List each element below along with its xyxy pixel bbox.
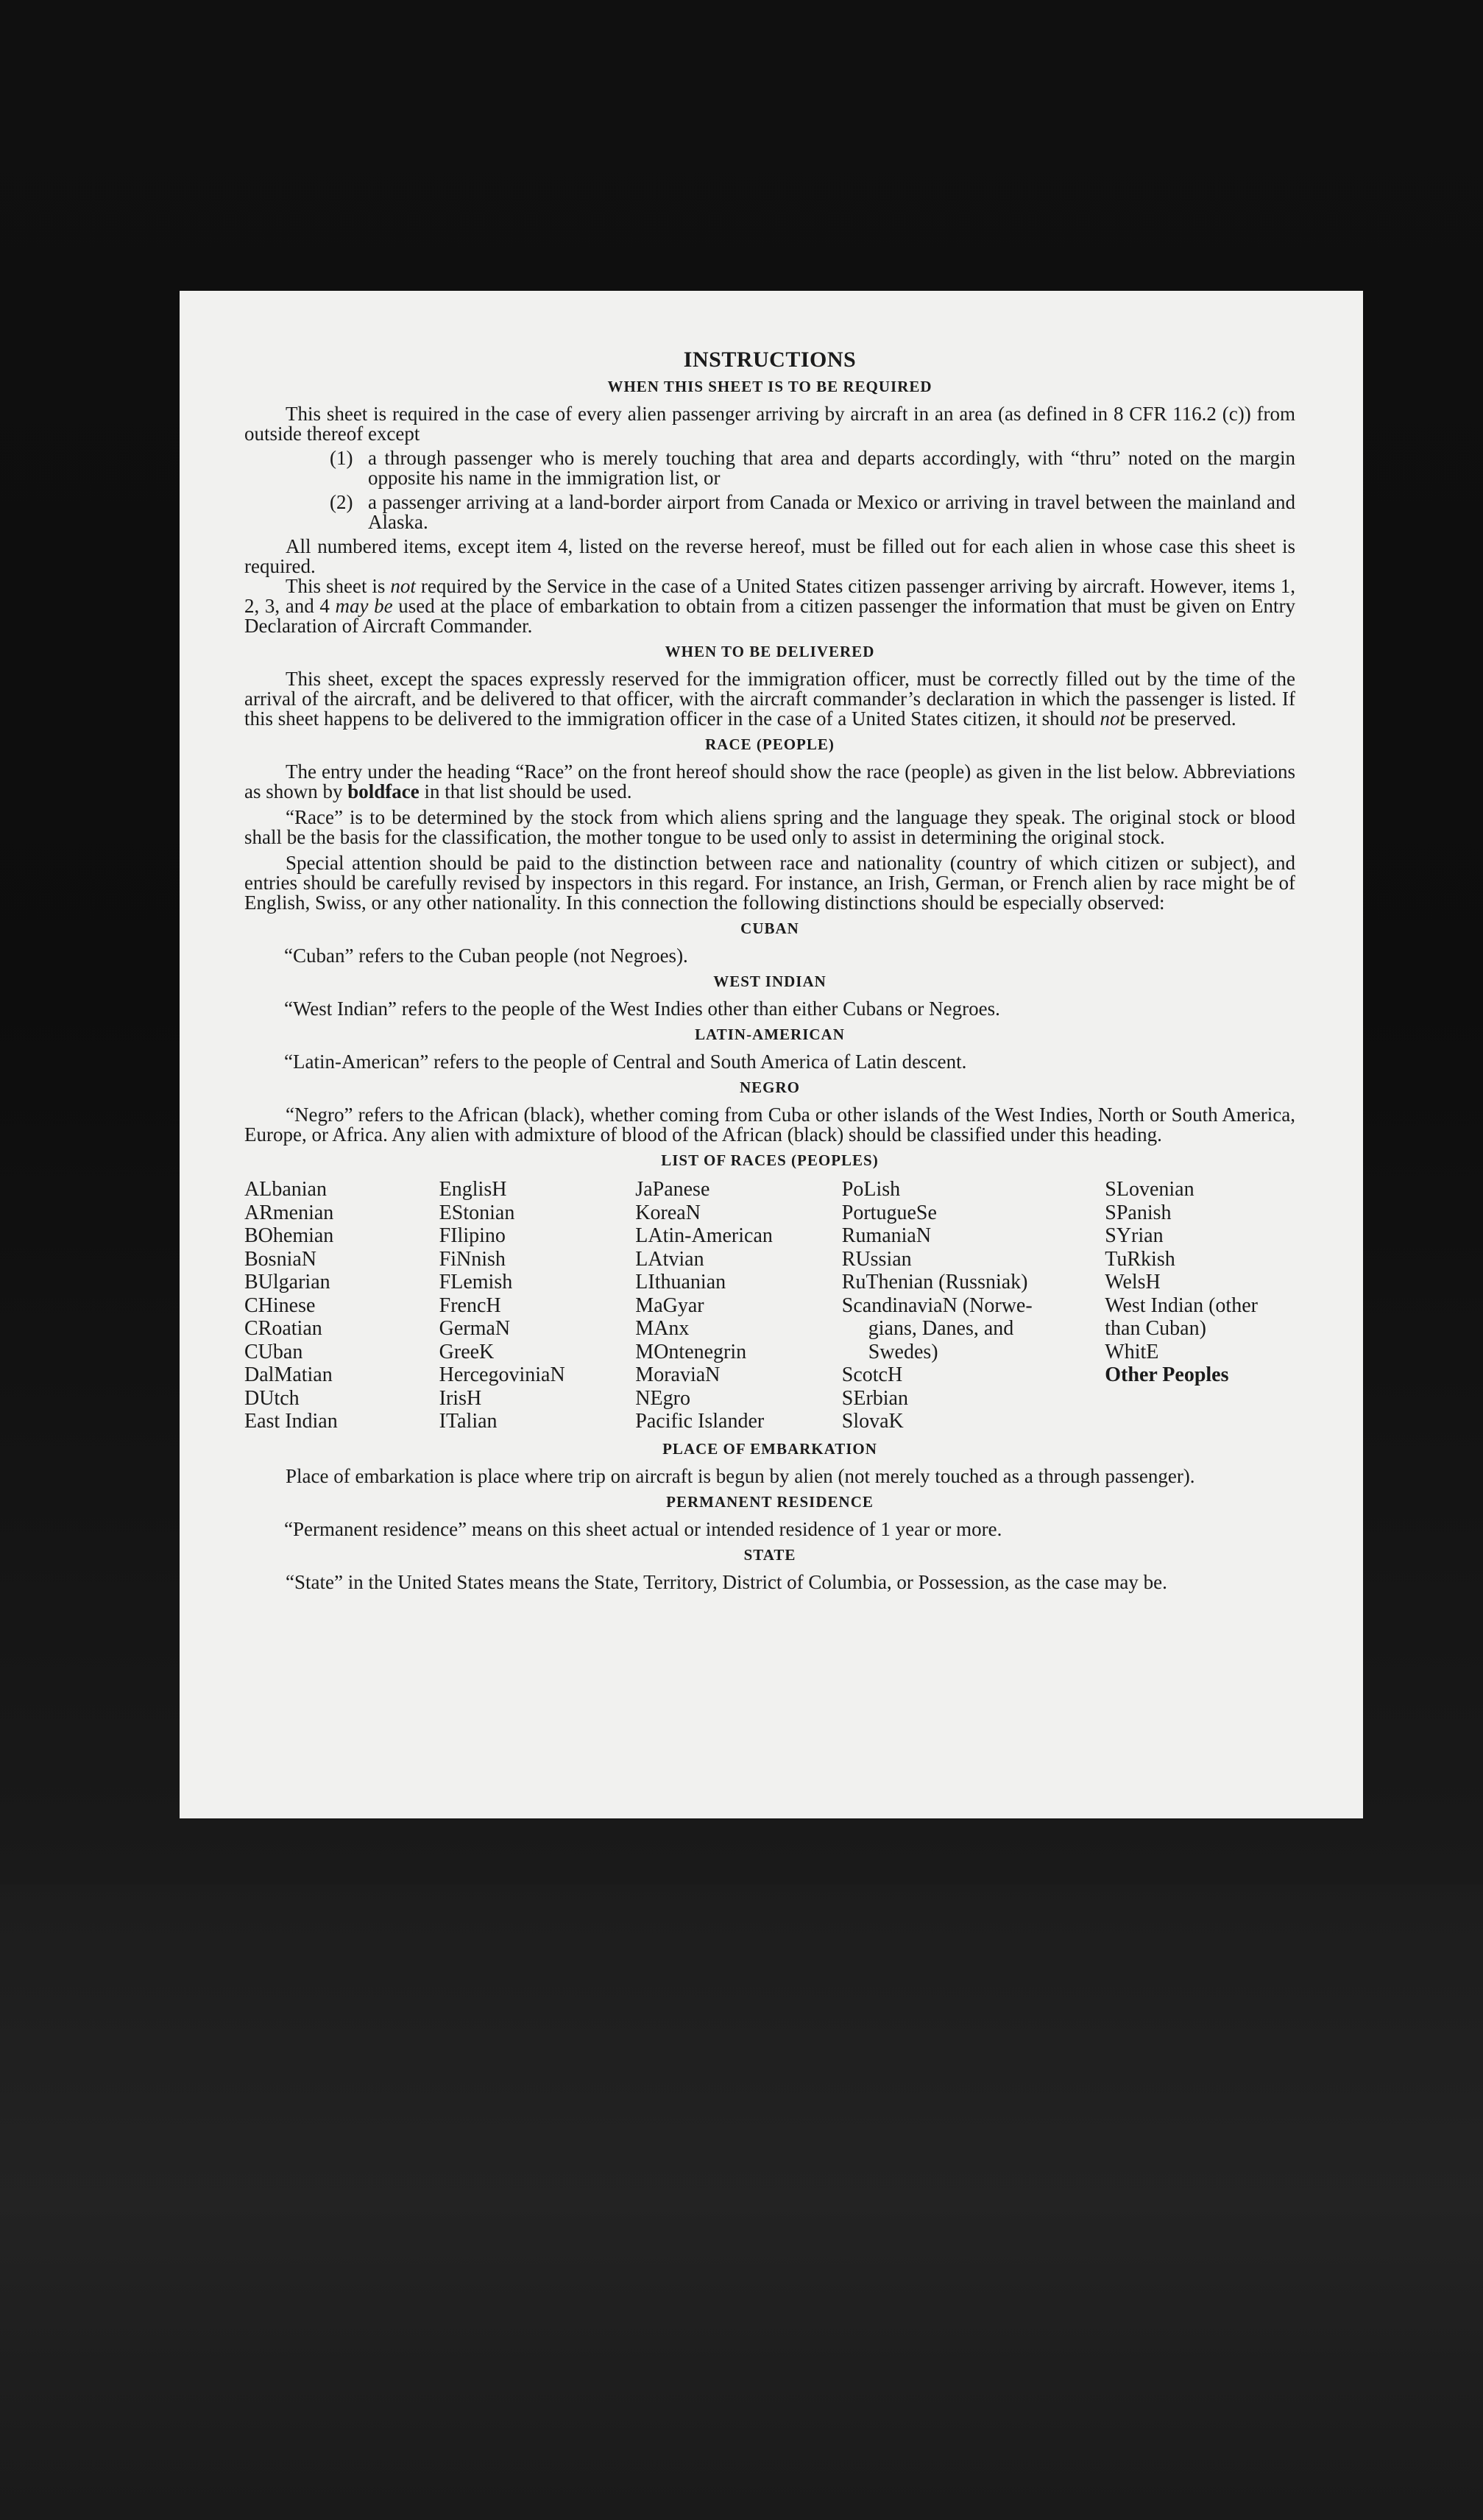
race-entry: EnglisH xyxy=(439,1178,507,1201)
race-entry: RUssian xyxy=(841,1247,912,1271)
race-entry: gians, Danes, and xyxy=(868,1317,1014,1340)
race-entry: FIlipino xyxy=(439,1224,506,1247)
race-entry: East Indian xyxy=(244,1410,338,1433)
races-column-4 xyxy=(842,1178,1105,1433)
races-column-3 xyxy=(635,1178,841,1433)
race-entry: PortugueSe xyxy=(841,1201,937,1224)
race-paragraph-2: “Race” is to be determined by the stock from which aliens spring and the language they speak. The original stock or blood shall be the basis for the classification, the mother tongue to be used only to assist in determining the original stock. xyxy=(244,806,1295,848)
race-entry: JaPanese xyxy=(635,1178,710,1201)
delivered-paragraph: This sheet, except the spaces expressly reserved for the immigration officer, must be correctly filled out by the time of the arrival of the aircraft, and be delivered to that officer, with the aircraft commander’s declaration in which the passenger is listed. If this sheet happens to be delivered to the immigration officer in the case of a United States citizen, it should not be preserved. xyxy=(244,668,1295,730)
heading-west-indian: WEST INDIAN xyxy=(713,973,827,990)
heading-when-required: WHEN THIS SHEET IS TO BE REQUIRED xyxy=(607,378,932,395)
race-entry: Pacific Islander xyxy=(635,1410,765,1433)
race-entry: ALbanian xyxy=(244,1178,327,1201)
race-entry: EStonian xyxy=(439,1201,515,1224)
heading-list-of-races: LIST OF RACES (PEOPLES) xyxy=(661,1151,879,1169)
heading-embarkation: PLACE OF EMBARKATION xyxy=(662,1439,877,1458)
race-entry: SErbian xyxy=(841,1386,908,1410)
race-entry: GreeK xyxy=(439,1340,495,1363)
numbered-items-paragraph: All numbered items, except item 4, listed on the reverse hereof, must be filled out for each alien in whose case this sheet is required. xyxy=(244,535,1295,577)
race-entry: than Cuban) xyxy=(1105,1317,1206,1340)
race-entry: IrisH xyxy=(439,1386,482,1410)
race-entry: CRoatian xyxy=(244,1317,322,1340)
heading-when-delivered: WHEN TO BE DELIVERED xyxy=(665,643,875,660)
exception-item-2 xyxy=(330,493,1295,532)
race-entry: FrencH xyxy=(439,1293,501,1317)
item-number: (2) xyxy=(330,491,353,513)
race-entry: MaGyar xyxy=(635,1293,704,1317)
emphasis-not: not xyxy=(390,575,416,597)
embarkation-definition: Place of embarkation is place where trip on aircraft is begun by alien (not merely touched as a through passenger). xyxy=(286,1464,1195,1487)
heading-negro: NEGRO xyxy=(739,1079,800,1096)
cuban-definition: “Cuban” refers to the Cuban people (not Negroes). xyxy=(284,945,688,967)
race-entry: LIthuanian xyxy=(635,1271,726,1293)
heading-race: RACE (PEOPLE) xyxy=(705,735,835,753)
race-entry: FiNnish xyxy=(439,1247,506,1271)
races-column-2 xyxy=(439,1178,636,1433)
race-paragraph-3: Special attention should be paid to the distinction between race and nationality (country of which citizen or subject), and entries should be carefully revised by inspectors in this regard. For instance, an Irish, German, or French alien by race might be of English, Swiss, or any other nationality. In this connection the following distinctions should be especially observed: xyxy=(244,852,1295,914)
exception-item-1 xyxy=(330,448,1295,488)
race-entry: CUban xyxy=(244,1340,303,1363)
race-entry: SYrian xyxy=(1105,1224,1164,1247)
race-paragraph-1: The entry under the heading “Race” on the front hereof should show the race (people) as given in the list below. Abbreviations as shown by boldface in that list should be used. xyxy=(244,760,1295,802)
races-column-1 xyxy=(244,1178,439,1433)
race-entry: TuRkish xyxy=(1105,1247,1175,1271)
race-entry: RuThenian (Russniak) xyxy=(841,1271,1028,1293)
negro-definition: “Negro” refers to the African (black), whether coming from Cuba or other islands of the West Indies, North or South America, Europe, or Africa. Any alien with admixture of blood of the African (black) should be classified under this heading. xyxy=(244,1104,1295,1146)
race-entry: ITalian xyxy=(439,1410,498,1433)
race-entry: BOhemian xyxy=(244,1224,334,1247)
heading-cuban: CUBAN xyxy=(740,920,799,937)
emphasis-may-be: may be xyxy=(335,595,393,617)
race-entry: DUtch xyxy=(244,1386,300,1410)
race-entry: SLovenian xyxy=(1105,1178,1194,1201)
race-entry: SlovaK xyxy=(841,1410,904,1433)
microfilm-frame-edge xyxy=(0,1885,1483,2520)
race-entry: MoraviaN xyxy=(635,1363,721,1386)
heading-latin-american: LATIN-AMERICAN xyxy=(695,1026,845,1043)
race-entry: NEgro xyxy=(635,1386,690,1410)
race-entry: GermaN xyxy=(439,1317,511,1340)
race-entry: HercegoviniaN xyxy=(439,1363,565,1386)
race-entry: PoLish xyxy=(841,1178,901,1201)
races-column-5 xyxy=(1105,1178,1295,1433)
race-entry: LAtvian xyxy=(635,1247,704,1271)
residence-definition: “Permanent residence” means on this sheet actual or intended residence of 1 year or more. xyxy=(284,1517,1002,1540)
race-entry: WhitE xyxy=(1105,1340,1159,1363)
item-number: (1) xyxy=(330,447,353,469)
race-entry: DalMatian xyxy=(244,1363,333,1386)
state-definition: “State” in the United States means the State, Territory, District of Columbia, or Possession, as the case may be. xyxy=(286,1570,1167,1593)
heading-state: STATE xyxy=(743,1545,796,1564)
latin-american-definition: “Latin-American” refers to the people of Central and South America of Latin descent. xyxy=(284,1051,967,1073)
heading-residence: PERMANENT RESIDENCE xyxy=(666,1492,874,1511)
when-required-intro: This sheet is required in the case of every alien passenger arriving by aircraft in an area (as defined in 8 CFR 116.2 (c)) from outside thereof except xyxy=(244,403,1295,445)
race-entry: Other Peoples xyxy=(1105,1363,1229,1386)
race-entry: LAtin-American xyxy=(635,1224,773,1247)
race-entry: FLemish xyxy=(439,1271,513,1293)
race-entry: SPanish xyxy=(1105,1201,1172,1224)
item-text: a passenger arriving at a land-border airport from Canada or Mexico or arriving in travel between the mainland and Alaska. xyxy=(368,491,1295,533)
emphasis-not: not xyxy=(1100,707,1125,730)
race-entry: BUlgarian xyxy=(244,1271,330,1293)
race-entry: RumaniaN xyxy=(841,1224,932,1247)
race-entry: BosniaN xyxy=(244,1247,316,1271)
race-entry: MOntenegrin xyxy=(635,1340,747,1363)
race-entry: ScandinaviaN (Norwe- xyxy=(841,1293,1033,1317)
race-entry: KoreaN xyxy=(635,1201,701,1224)
race-entry: MAnx xyxy=(635,1317,690,1340)
citizen-paragraph: This sheet is not required by the Service in the case of a United States citizen passenger arriving by aircraft. However, items 1, 2, 3, and 4 may be used at the place of embarkation to obtain from a citizen passenger the information that must be given on Entry Declaration of Aircraft Commander. xyxy=(244,575,1295,637)
race-entry: WelsH xyxy=(1105,1271,1161,1293)
item-text: a through passenger who is merely touching that area and departs accordingly, with “thru” noted on the margin opposite his name in the immigration list, or xyxy=(368,447,1295,489)
race-entry: ScotcH xyxy=(841,1363,903,1386)
instruction-sheet xyxy=(180,291,1363,1818)
west-indian-definition: “West Indian” refers to the people of the West Indies other than either Cubans or Negroes. xyxy=(284,998,1000,1020)
race-entry: Swedes) xyxy=(868,1340,938,1363)
race-entry: West Indian (other xyxy=(1105,1293,1258,1317)
race-entry: ARmenian xyxy=(244,1201,334,1224)
races-list xyxy=(244,1178,1295,1433)
race-entry: CHinese xyxy=(244,1293,316,1317)
document-title: INSTRUCTIONS xyxy=(683,347,857,372)
boldface-word: boldface xyxy=(347,780,420,802)
